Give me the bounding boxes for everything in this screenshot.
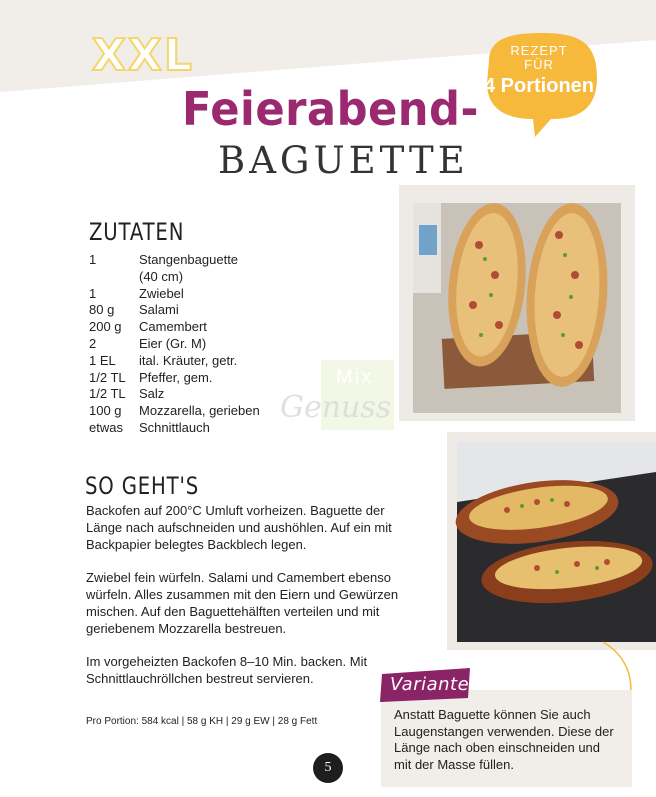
ingredient-name: Schnittlauch: [139, 419, 210, 435]
ingredient-name: Salz: [139, 386, 165, 402]
method-heading: SO GEHT'S: [85, 472, 200, 500]
ingredient-row: [89, 269, 260, 286]
watermark-genuss: Genuss: [280, 390, 392, 425]
page-subtitle: BAGUETTE: [218, 139, 469, 182]
ingredient-quantity: 1/2 TL: [89, 369, 126, 385]
ingredient-quantity: 100 g: [89, 403, 122, 419]
ingredient-quantity: 1/2 TL: [89, 386, 126, 402]
ingredient-row: [89, 370, 260, 387]
ingredient-name: Zwiebel: [139, 285, 184, 301]
ingredient-quantity: 1: [89, 285, 97, 301]
badge-line-3: 4 Portionen: [483, 74, 594, 97]
ingredient-row: [89, 252, 260, 269]
baguette-photo-2: [447, 432, 656, 650]
ingredients-heading: ZUTATEN: [89, 218, 185, 246]
ingredient-quantity: etwas: [89, 419, 123, 435]
variante-label: Variante:: [390, 674, 476, 695]
method-steps: [86, 503, 406, 705]
ingredient-row: [89, 336, 260, 353]
badge-line-1: REZEPT: [510, 43, 568, 58]
ingredient-quantity: 80 g: [89, 302, 115, 318]
ingredient-name: Mozzarella, gerieben: [139, 403, 260, 419]
ingredient-row: [89, 386, 260, 403]
portion-badge-text: [482, 44, 596, 97]
ingredient-name: Pfeffer, gem.: [139, 369, 213, 385]
ingredient-row: [89, 353, 260, 370]
ingredients-list: [89, 252, 260, 437]
method-step-1: Backofen auf 200°C Umluft vorheizen. Baguette der Länge nach aufschneiden und aushöhlen. Auf ein mit Backpapier belegtes Backblech legen.: [86, 503, 392, 552]
ingredient-name: Camembert: [139, 319, 207, 335]
ingredient-name: (40 cm): [139, 268, 184, 284]
badge-line-2: FÜR: [524, 57, 554, 73]
method-step-3: Im vorgeheizten Backofen 8–10 Min. backen. Mit Schnittlauchröllchen bestreut servieren.: [86, 654, 368, 686]
baguette-photo-1: [399, 185, 635, 421]
xxl-label: XXL: [92, 30, 194, 81]
ingredient-name: ital. Kräuter, getr.: [139, 352, 238, 368]
ingredient-row: [89, 302, 260, 319]
page-title: Feierabend-: [182, 82, 479, 136]
ingredient-quantity: 2: [89, 335, 97, 351]
nutrition-info: Pro Portion: 584 kcal | 58 g KH | 29 g EW | 28 g Fett: [86, 716, 318, 727]
ingredient-name: Stangenbaguette: [139, 252, 239, 267]
watermark-mix: Mix: [336, 366, 374, 388]
variante-text: Anstatt Baguette können Sie auch Laugenstangen verwenden. Diese der Länge nach oben einschneiden und mit der Masse füllen.: [394, 707, 614, 772]
ingredient-quantity: 200 g: [89, 319, 122, 335]
ingredient-quantity: [89, 269, 139, 286]
ingredient-name: Eier (Gr. M): [139, 335, 207, 351]
ingredient-row: [89, 420, 260, 437]
ingredient-row: [89, 403, 260, 420]
ingredient-row: [89, 286, 260, 303]
ingredient-name: Salami: [139, 302, 179, 318]
ingredient-quantity: 1 EL: [89, 352, 116, 368]
page-number: 5: [313, 753, 343, 783]
method-step-2: Zwiebel fein würfeln. Salami und Camembert ebenso würfeln. Alles zusammen mit den Eiern und Gewürzen mischen. Auf den Baguettehälften verteilen und mit geriebenem Mozzarella bestreuen.: [86, 570, 399, 636]
ingredient-row: [89, 319, 260, 336]
ingredient-quantity: 1: [89, 252, 97, 267]
